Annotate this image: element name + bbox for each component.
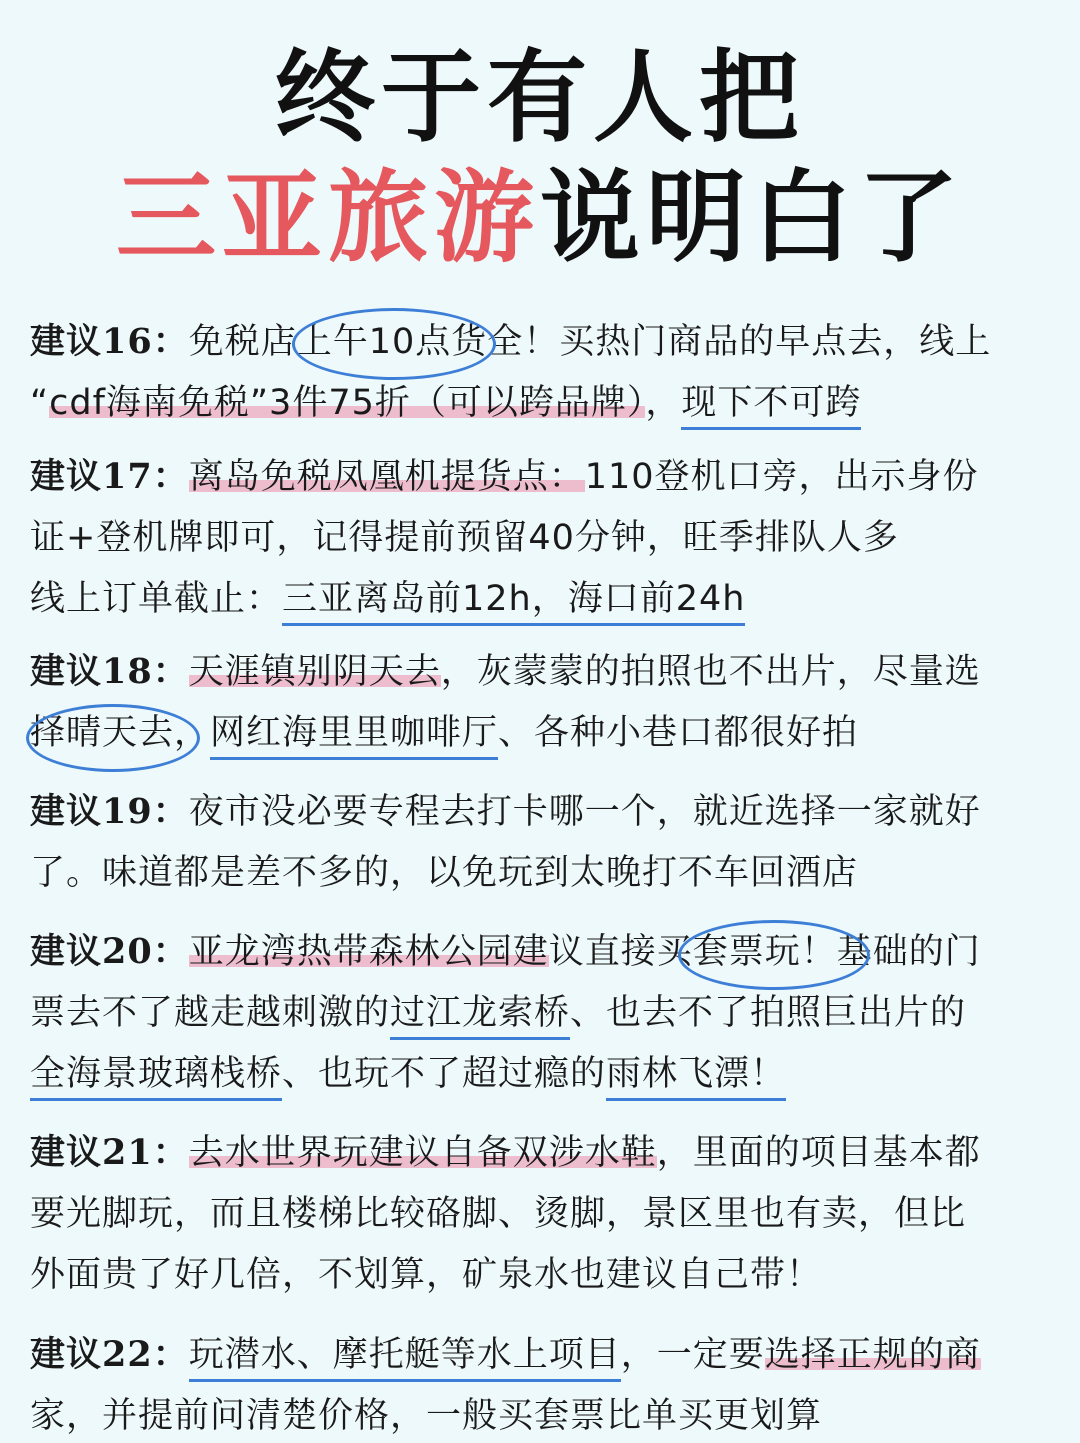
tip16-line2 — [30, 378, 1060, 428]
tip21-label: 建议21： — [30, 1132, 189, 1173]
tip18-text-a2: ，灰蒙蒙的拍照也不出片，尽量选 — [440, 652, 981, 692]
tip22-label: 建议22： — [30, 1334, 189, 1375]
tip16-highlight: cdf海南免税”3件75折（可以跨品牌） — [49, 383, 646, 423]
tip18-line2 — [30, 708, 1060, 758]
tip20-line1 — [30, 927, 1060, 977]
tip16-label: 建议16： — [30, 321, 189, 362]
tip20-text-b3: 、也去不了拍照巨出片的 — [570, 993, 967, 1033]
tip21-text-c: 外面贵了好几倍，不划算，矿泉水也建议自己带！ — [30, 1255, 823, 1295]
tip17-text-c1: 线上订单截止： — [30, 579, 283, 619]
tip17-line2 — [30, 513, 1060, 563]
tip18-line1 — [30, 647, 1060, 697]
tip16-underline: 现下不可跨 — [681, 383, 861, 430]
title-highlight: 三亚旅游 — [116, 159, 540, 276]
title-rest: 说明白了 — [540, 159, 964, 276]
tip18-label: 建议18： — [30, 651, 189, 692]
page-title-line1: 终于有人把 — [275, 39, 805, 156]
tip18-underline: 网红海里里咖啡厅 — [210, 713, 498, 760]
tip17-text-a2: 110登机口旁，出示身份 — [584, 457, 979, 497]
tip21-text-a2: ，里面的项目基本都 — [656, 1133, 981, 1173]
tip21-highlight: 去水世界玩建议自备双涉水鞋 — [188, 1133, 657, 1173]
tip18-text-b3: 、各种小巷口都很好拍 — [498, 713, 859, 753]
tip17-line3 — [30, 574, 1060, 624]
tip21-line2 — [30, 1189, 1060, 1239]
tip19-text-a: 夜市没必要专程去打卡哪一个，就近选择一家就好 — [188, 792, 981, 832]
tip21-text-b: 要光脚玩，而且楼梯比较硌脚、烫脚，景区里也有卖，但比 — [30, 1194, 967, 1234]
tip22-line1 — [30, 1330, 1060, 1380]
tip20-highlight: 亚龙湾热带森林公园建 — [188, 932, 549, 972]
tip22-text-a2: ，一定要 — [620, 1335, 765, 1375]
tip17-line1 — [30, 452, 1060, 502]
tip20-text-c2: 、也玩不了超过瘾的 — [282, 1054, 607, 1094]
tip17-underline: 三亚离岛前12h，海口前24h — [282, 579, 745, 626]
tip16-text-a: 免税店上午10点货全！买热门商品的早点去，线上 — [188, 322, 992, 362]
tip18-highlight: 天涯镇别阴天去 — [188, 652, 441, 692]
tip16-comma: ， — [645, 383, 682, 423]
page-title-line2 — [0, 160, 1080, 275]
tip21-line3 — [30, 1250, 1060, 1300]
tip22-line2 — [30, 1391, 1060, 1441]
tip21-line1 — [30, 1128, 1060, 1178]
tip20-underline-b: 过江龙索桥 — [390, 993, 570, 1040]
tip22-highlight: 选择正规的商 — [764, 1335, 981, 1375]
tip20-text-a2: 议直接买套票玩！基础的门 — [548, 932, 981, 972]
tip20-line3 — [30, 1049, 1060, 1099]
tip17-label: 建议17： — [30, 456, 189, 497]
tip20-underline-c1: 全海景玻璃栈桥 — [30, 1054, 282, 1101]
tip17-highlight: 离岛免税凤凰机提货点： — [188, 457, 585, 497]
tip19-text-b: 了。味道都是差不多的，以免玩到太晚打不车回酒店 — [30, 853, 859, 893]
tip19-line1 — [30, 787, 1060, 837]
tip16-line1 — [30, 317, 1060, 367]
tip19-line2 — [30, 848, 1060, 898]
tip20-line2 — [30, 988, 1060, 1038]
tip20-underline-c3: 雨林飞漂！ — [606, 1054, 786, 1101]
tip20-text-b1: 票去不了越走越刺激的 — [30, 993, 391, 1033]
tip17-text-b: 证+登机牌即可，记得提前预留40分钟，旺季排队人多 — [30, 518, 899, 558]
tip18-text-b1: 择晴天去， — [30, 713, 211, 753]
tip16-quote: “ — [30, 383, 50, 423]
tip20-label: 建议20： — [30, 931, 189, 972]
tip22-text-b: 家，并提前问清楚价格，一般买套票比单买更划算 — [30, 1396, 823, 1436]
tip22-underline: 玩潜水、摩托艇等水上项目 — [189, 1335, 621, 1382]
tip19-label: 建议19： — [30, 791, 189, 832]
